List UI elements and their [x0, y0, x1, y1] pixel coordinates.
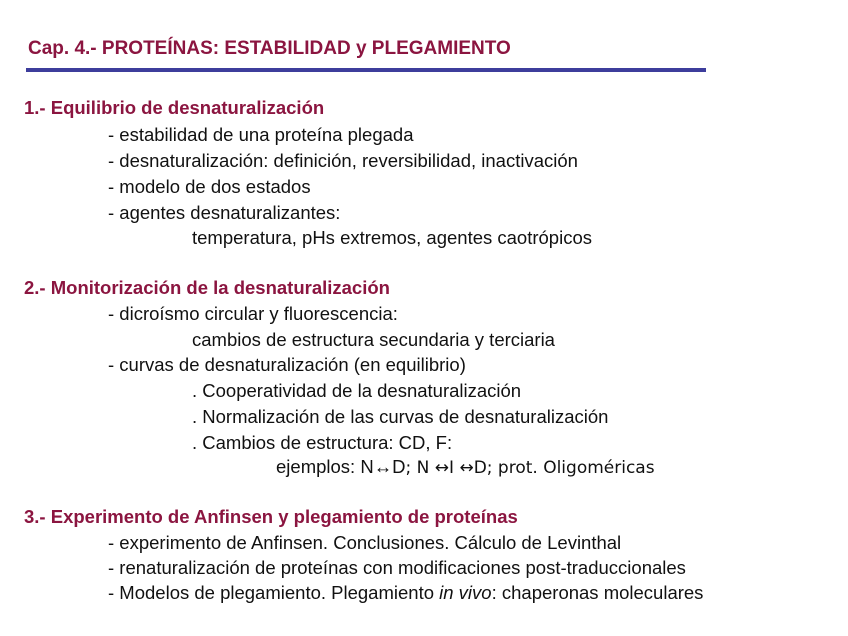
section-1-heading: 1.- Equilibrio de desnaturalización [24, 97, 325, 118]
section-2-item-2: - curvas de desnaturalización (en equilibrio) [108, 354, 466, 375]
section-1-item-2: - desnaturalización: definición, reversibilidad, inactivación [108, 150, 578, 171]
section-3-heading: 3.- Experimento de Anfinsen y plegamiento de proteínas [24, 506, 518, 527]
section-1-item-1: - estabilidad de una proteína plegada [108, 124, 414, 145]
section-2-heading: 2.- Monitorización de la desnaturalización [24, 277, 390, 298]
section-3-item-3-part-b: : chaperonas moleculares [491, 582, 704, 603]
section-2-subitem-2: . Normalización de las curvas de desnaturalización [192, 406, 609, 427]
section-3-item-3-part-a: - Modelos de plegamiento. Plegamiento [108, 582, 440, 603]
title-underline [26, 68, 706, 72]
section-3-item-1: - experimento de Anfinsen. Conclusiones. Cálculo de Levinthal [108, 532, 622, 553]
section-3-item-2: - renaturalización de proteínas con modificaciones post-traduccionales [108, 557, 686, 578]
section-2-item-1: - dicroísmo circular y fluorescencia: [108, 303, 398, 324]
examples-tail: ; N ↔I ↔D; prot. Oligoméricas [405, 458, 655, 478]
section-1-item-3: - modelo de dos estados [108, 176, 311, 197]
section-2-subitem-3: . Cambios de estructura: CD, F: [192, 432, 453, 453]
in-vivo-italic: in vivo [439, 582, 492, 603]
section-1-item-4: - agentes desnaturalizantes: [108, 202, 341, 223]
section-2-subitem-1: . Cooperatividad de la desnaturalización [192, 380, 522, 401]
section-3-item-3 [108, 582, 703, 604]
slide-title: Cap. 4.- PROTEÍNAS: ESTABILIDAD y PLEGAMIENTO [28, 38, 511, 59]
examples-lead: ejemplos: N↔D [276, 456, 406, 477]
section-2-item-1-detail: cambios de estructura secundaria y terciaria [192, 329, 555, 350]
section-1-item-4-detail: temperatura, pHs extremos, agentes caotrópicos [192, 227, 592, 248]
section-2-examples [276, 456, 655, 479]
